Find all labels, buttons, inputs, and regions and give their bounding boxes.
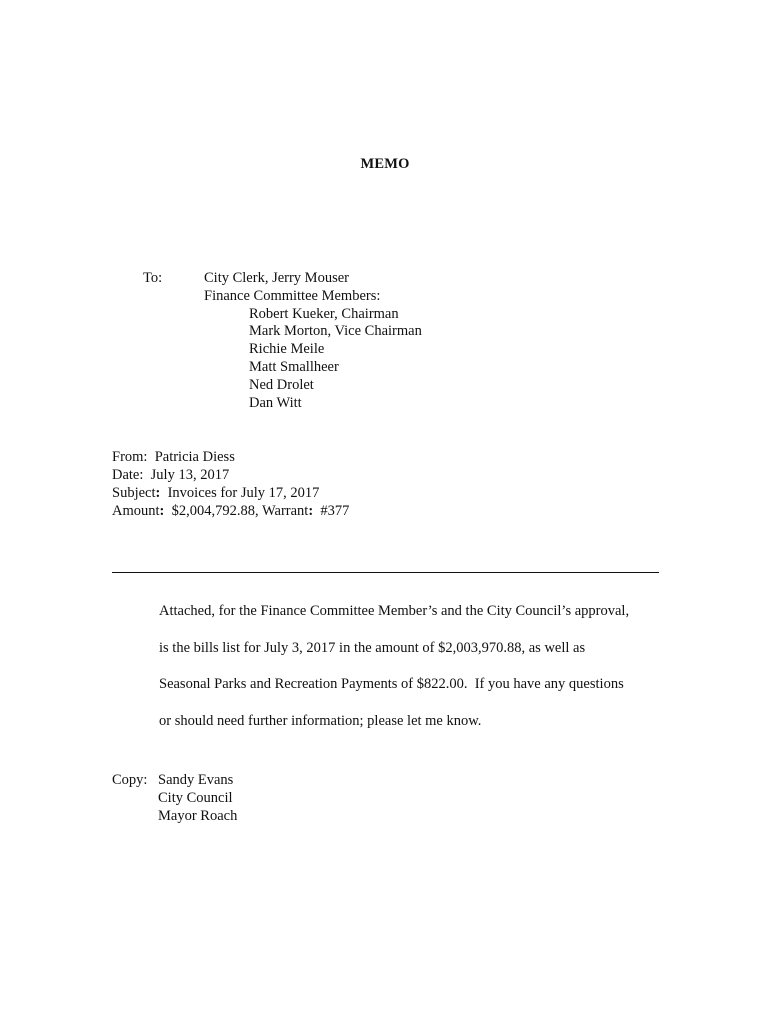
memo-header-fields <box>112 448 349 520</box>
date-line <box>112 466 349 484</box>
committee-member: Dan Witt <box>249 394 302 411</box>
subject-line <box>112 484 349 502</box>
body-line: or should need further information; please let me know. <box>159 712 482 729</box>
amount-colon: : <box>159 503 165 519</box>
to-recipients <box>204 270 422 412</box>
amount-value: $2,004,792.88, Warrant <box>171 503 309 519</box>
committee-member: Richie Meile <box>249 341 325 358</box>
committee-member: Robert Kueker, Chairman <box>249 305 399 322</box>
committee-member: Ned Drolet <box>249 376 314 393</box>
body-line: Seasonal Parks and Recreation Payments of $822.00. If you have any questions <box>159 676 624 692</box>
committee-member: Mark Morton, Vice Chairman <box>249 323 422 340</box>
committee-member: Matt Smallheer <box>249 358 339 375</box>
to-recipient: Finance Committee Members: <box>204 287 381 304</box>
body-line: is the bills list for July 3, 2017 in the amount of $2,003,970.88, as well as <box>159 639 586 656</box>
warrant-number: #377 <box>320 503 350 519</box>
to-label: To: <box>143 270 163 286</box>
copy-recipients <box>112 772 237 825</box>
date-value: July 13, 2017 <box>150 467 230 483</box>
copy-label: Copy: <box>112 772 148 788</box>
subject-colon: : <box>155 485 161 501</box>
copy-first-line <box>112 772 237 790</box>
from-line <box>112 448 349 466</box>
copy-recipient: Sandy Evans <box>158 772 234 788</box>
copy-recipient: City Council <box>158 789 233 806</box>
copy-recipient: Mayor Roach <box>158 807 238 824</box>
memo-body <box>159 593 629 739</box>
subject-value: Invoices for July 17, 2017 <box>167 485 320 501</box>
subject-label: Subject <box>112 485 156 501</box>
body-line: Attached, for the Finance Committee Member’s and the City Council’s approval, <box>159 603 630 619</box>
date-label: Date: <box>112 467 144 483</box>
divider-line <box>112 572 659 573</box>
from-value: Patricia Diess <box>154 449 235 465</box>
amount-line <box>112 502 349 520</box>
amount-label: Amount <box>112 503 160 519</box>
memo-title: MEMO <box>360 156 410 172</box>
to-recipient: City Clerk, Jerry Mouser <box>204 270 349 286</box>
from-label: From: <box>112 449 148 465</box>
warrant-colon: : <box>308 503 314 519</box>
